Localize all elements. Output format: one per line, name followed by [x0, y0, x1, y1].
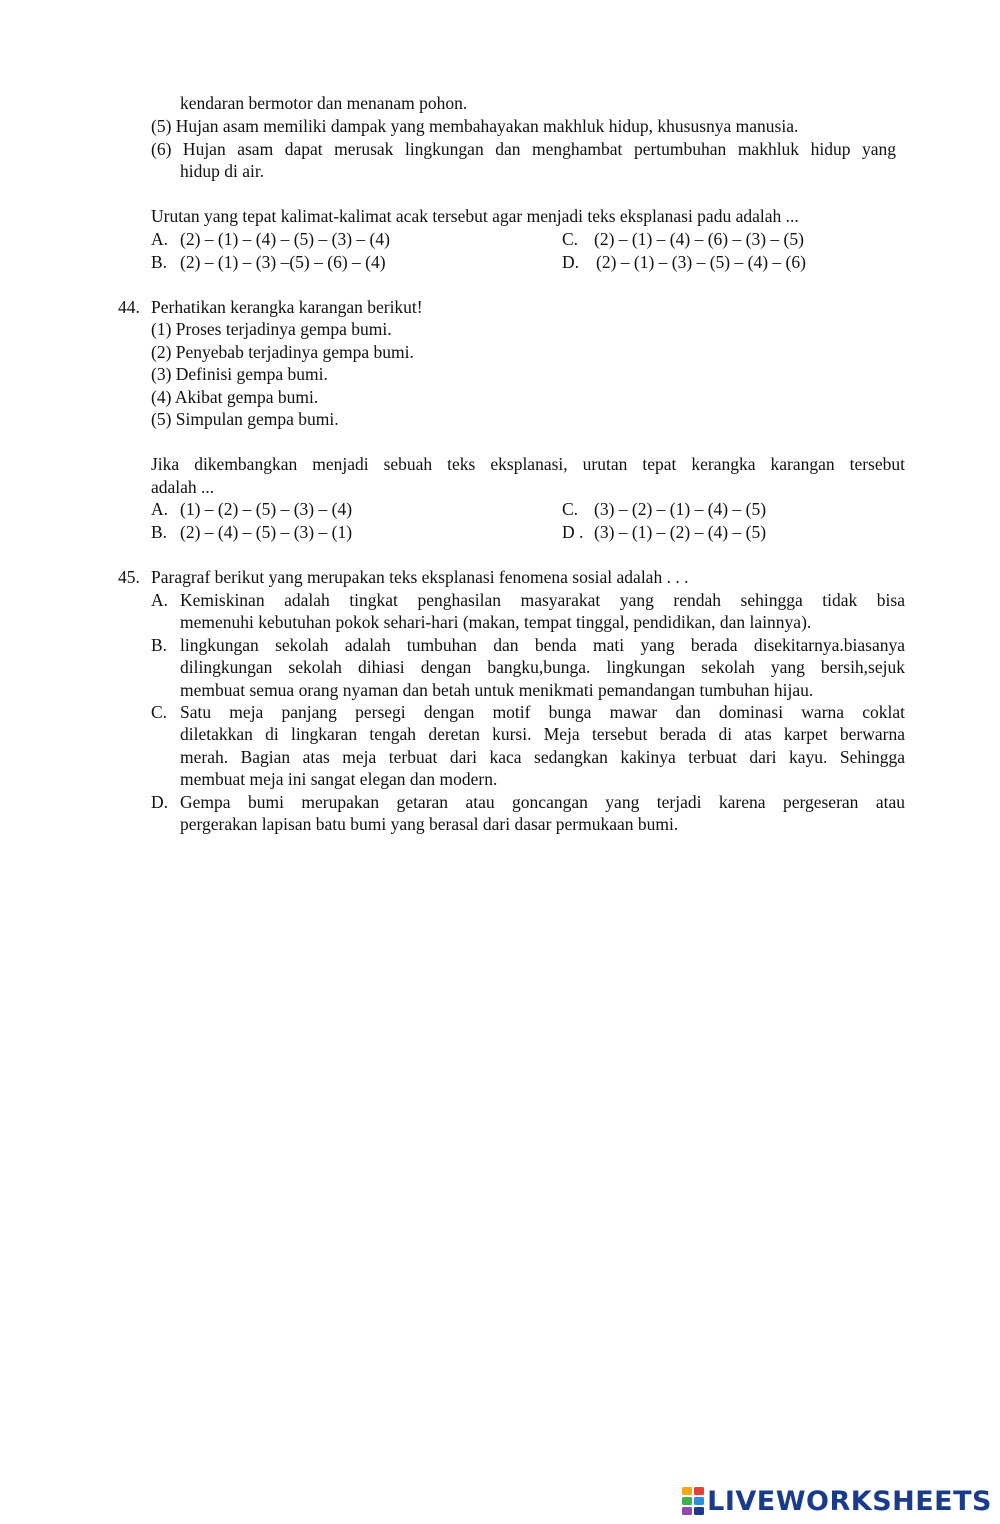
q45-option-a-line-2[interactable]: memenuhi kebutuhan pokok sehari-hari (makan, tempat tinggal, pendidikan, dan lainnya).: [180, 612, 812, 632]
q45-option-c-line-2[interactable]: diletakkan di lingkaran tengah deretan kursi. Meja tersebut berada di atas karpet berwarna: [180, 724, 905, 744]
q45-number: 45.: [118, 567, 140, 587]
q44-item-2: (2) Penyebab terjadinya gempa bumi.: [151, 342, 414, 362]
liveworksheets-logo-icon: [682, 1487, 704, 1515]
q43-option-d-label[interactable]: D.: [562, 252, 580, 272]
q43-continuation-line: kendaran bermotor dan menanam pohon.: [180, 93, 468, 113]
q43-sentence-6-cont: hidup di air.: [180, 161, 265, 181]
q44-item-4: (4) Akibat gempa bumi.: [151, 387, 319, 407]
q45-option-d-line-2[interactable]: pergerakan lapisan batu bumi yang berasal dari dasar permukaan bumi.: [180, 814, 679, 834]
q44-item-5: (5) Simpulan gempa bumi.: [151, 409, 339, 429]
q45-option-a-line-1[interactable]: Kemiskinan adalah tingkat penghasilan masyarakat yang rendah sehingga tidak bisa: [180, 590, 905, 610]
q44-prompt: Jika dikembangkan menjadi sebuah teks eksplanasi, urutan tepat kerangka karangan tersebut: [151, 454, 905, 474]
q43-prompt: Urutan yang tepat kalimat-kalimat acak tersebut agar menjadi teks eksplanasi padu adalah ...: [151, 206, 799, 226]
q43-option-b-text[interactable]: (2) – (1) – (3) –(5) – (6) – (4): [180, 252, 386, 272]
q45-option-c-line-4[interactable]: membuat meja ini sangat elegan dan modern.: [180, 769, 498, 789]
q44-option-a-text[interactable]: (1) – (2) – (5) – (3) – (4): [180, 499, 353, 519]
q45-option-b-line-3[interactable]: membuat semua orang nyaman dan betah untuk menikmati pemandangan tumbuhan hijau.: [180, 680, 814, 700]
q43-sentence-6: (6) Hujan asam dapat merusak lingkungan dan menghambat pertumbuhan makhluk hidup yang: [151, 139, 896, 159]
q43-option-a-text[interactable]: (2) – (1) – (4) – (5) – (3) – (4): [180, 229, 390, 249]
q45-option-b-line-2[interactable]: dilingkungan sekolah dihiasi dengan bangku,bunga. lingkungan sekolah yang bersih,sejuk: [180, 657, 905, 677]
q45-option-d-label[interactable]: D.: [151, 792, 169, 812]
q45-option-c-line-1[interactable]: Satu meja panjang persegi dengan motif bunga mawar dan dominasi warna coklat: [180, 702, 905, 722]
q45-option-a-label[interactable]: A.: [151, 590, 169, 610]
q45-option-c-line-3[interactable]: merah. Bagian atas meja terbuat dari kaca sedangkan kakinya terbuat dari kayu. Sehingga: [180, 747, 905, 767]
q44-option-d-text[interactable]: (3) – (1) – (2) – (4) – (5): [594, 522, 767, 542]
q43-option-c-text[interactable]: (2) – (1) – (4) – (6) – (3) – (5): [594, 229, 804, 249]
q43-option-a-label[interactable]: A.: [151, 229, 169, 249]
q43-option-c-label[interactable]: C.: [562, 229, 579, 249]
q45-option-b-label[interactable]: B.: [151, 635, 168, 655]
q44-option-b-label[interactable]: B.: [151, 522, 168, 542]
q44-prompt-cont: adalah ...: [151, 477, 215, 497]
q45-option-c-label[interactable]: C.: [151, 702, 168, 722]
q45-title: Paragraf berikut yang merupakan teks eksplanasi fenomena sosial adalah . . .: [151, 567, 689, 587]
q44-option-d-label[interactable]: D .: [562, 522, 584, 542]
q44-item-3: (3) Definisi gempa bumi.: [151, 364, 328, 384]
q43-option-d-text[interactable]: (2) – (1) – (3) – (5) – (4) – (6): [596, 252, 806, 272]
q44-number: 44.: [118, 297, 140, 317]
q45-option-b-line-1[interactable]: lingkungan sekolah adalah tumbuhan dan benda mati yang berada disekitarnya.biasanya: [180, 635, 905, 655]
q44-title: Perhatikan kerangka karangan berikut!: [151, 297, 423, 317]
q44-item-1: (1) Proses terjadinya gempa bumi.: [151, 319, 392, 339]
q44-option-b-text[interactable]: (2) – (4) – (5) – (3) – (1): [180, 522, 353, 542]
q43-option-b-label[interactable]: B.: [151, 252, 168, 272]
q44-option-c-text[interactable]: (3) – (2) – (1) – (4) – (5): [594, 499, 767, 519]
q44-option-c-label[interactable]: C.: [562, 499, 579, 519]
q44-option-a-label[interactable]: A.: [151, 499, 169, 519]
liveworksheets-logo-text: LIVEWORKSHEETS: [707, 1485, 992, 1517]
q45-option-d-line-1[interactable]: Gempa bumi merupakan getaran atau goncangan yang terjadi karena pergeseran atau: [180, 792, 905, 812]
liveworksheets-logo: [682, 1484, 992, 1518]
q43-sentence-5: (5) Hujan asam memiliki dampak yang membahayakan makhluk hidup, khususnya manusia.: [151, 116, 799, 136]
